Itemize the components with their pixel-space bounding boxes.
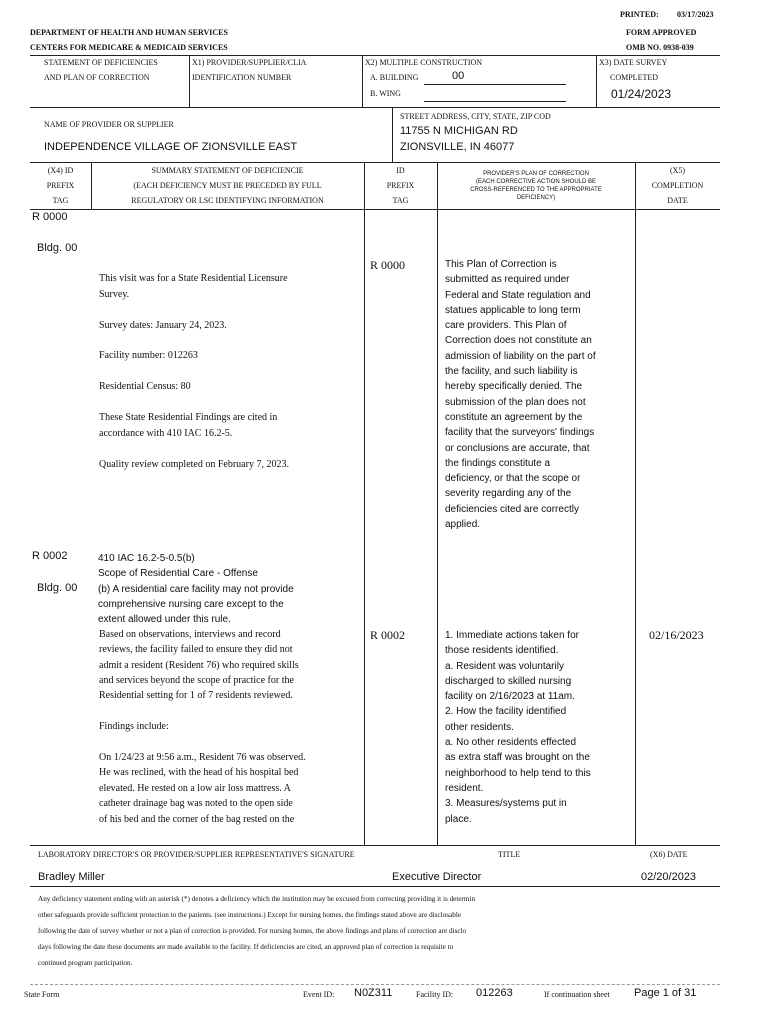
col-divider-2 xyxy=(364,162,365,845)
disclaimer-line: other safeguards provide sufficient protection to the patients. (see instructions.) Except for nursing homes, the findings stated above are disclosable xyxy=(38,911,462,919)
x1-label-1: X1) PROVIDER/SUPPLIER/CLIA xyxy=(192,58,307,67)
divider-address xyxy=(392,107,393,162)
column-header-bottom-rule xyxy=(30,209,720,210)
finding-line: On 1/24/23 at 9:56 a.m., Resident 76 was observed. xyxy=(99,752,306,763)
summary-header-3: REGULATORY OR LSC IDENTIFYING INFORMATION xyxy=(131,196,324,205)
provider-name: INDEPENDENCE VILLAGE OF ZIONSVILLE EAST xyxy=(44,141,298,153)
facility-id-value: 012263 xyxy=(476,987,513,999)
regulation-line: (b) A residential care facility may not provide xyxy=(98,583,294,595)
centers-name: CENTERS FOR MEDICARE & MEDICAID SERVICES xyxy=(30,43,228,52)
plan-line: place. xyxy=(445,813,472,825)
disclaimer-line: days following the date these documents are made available to the facility. If deficiencies are cited, an approved plan of correction is requisite to xyxy=(38,943,454,951)
signature-rule xyxy=(30,886,720,887)
plan-line: those residents identified. xyxy=(445,645,559,657)
plan-line: 3. Measures/systems put in xyxy=(445,798,567,810)
r0002-tag: R 0002 xyxy=(32,550,68,562)
building-value: 00 xyxy=(452,70,465,82)
state-form-label: State Form xyxy=(24,990,60,999)
summary-header-2: (EACH DEFICIENCY MUST BE PRECEDED BY FULL xyxy=(133,181,322,190)
x1-label-2: IDENTIFICATION NUMBER xyxy=(192,73,292,82)
summary-line: This visit was for a State Residential Licensure xyxy=(99,273,288,284)
table-bottom-rule xyxy=(30,845,720,846)
r0002-completion-date: 02/16/2023 xyxy=(649,628,704,642)
finding-line: Findings include: xyxy=(99,721,169,732)
plan-line: applied. xyxy=(445,519,481,531)
plan-line: other residents. xyxy=(445,721,514,733)
plan-line: neighborhood to help tend to this xyxy=(445,767,591,779)
r0002-bldg: Bldg. 00 xyxy=(37,582,78,594)
summary-line: These State Residential Findings are cited in xyxy=(99,412,278,423)
building-label: A. BUILDING xyxy=(370,73,419,82)
plan-line: the findings constitute a xyxy=(445,457,551,469)
address-line-2: ZIONSVILLE, IN 46077 xyxy=(400,141,515,153)
plan-line: a. Resident was voluntarily xyxy=(445,660,564,672)
plan-line: the facility, and such liability is xyxy=(445,366,578,378)
x6-date-label: (X6) DATE xyxy=(650,850,688,859)
x5-header-1: (X5) xyxy=(669,166,686,175)
signer-name: Bradley Miller xyxy=(38,871,105,883)
printed-label: PRINTED: xyxy=(620,10,659,19)
summary-line: Residential Census: 80 xyxy=(99,381,191,392)
facility-id-label: Facility ID: xyxy=(416,990,454,999)
id-header-3: TAG xyxy=(392,196,409,205)
provider-label: NAME OF PROVIDER OR SUPPLIER xyxy=(44,120,174,129)
event-id-value: N0Z311 xyxy=(354,987,393,999)
plan-line: constitute an agreement by the xyxy=(445,411,583,423)
wing-underline xyxy=(424,101,566,102)
summary-line: Quality review completed on February 7, 2023. xyxy=(99,459,289,470)
plan-line: 1. Immediate actions taken for xyxy=(445,630,579,641)
disclaimer-line: continued program participation. xyxy=(38,959,133,967)
summary-line: Survey dates: January 24, 2023. xyxy=(99,320,227,331)
plan-line: care providers. This Plan of xyxy=(445,320,567,332)
divider-x2 xyxy=(362,55,363,107)
plan-line: deficiencies cited are correctly xyxy=(445,503,579,515)
x3-label-2: COMPLETED xyxy=(610,73,658,82)
plan-line: This Plan of Correction is xyxy=(445,259,557,270)
plan-line: Federal and State regulation and xyxy=(445,289,591,301)
omb-number: OMB NO. 0938-039 xyxy=(626,43,694,52)
finding-line: Residential setting for 1 of 7 residents reviewed. xyxy=(99,690,293,701)
col-divider-4 xyxy=(635,162,636,845)
statement-label-1: STATEMENT OF DEFICIENCIES xyxy=(44,58,158,67)
x2-label: X2) MULTIPLE CONSTRUCTION xyxy=(365,58,483,67)
plan-of-correction-2 xyxy=(445,628,591,827)
form-approved: FORM APPROVED xyxy=(626,28,697,37)
summary-line: Facility number: 012263 xyxy=(99,350,198,361)
finding-line: reviews, the facility failed to ensure they did not xyxy=(99,644,293,655)
r0002-id-tag: R 0002 xyxy=(370,628,406,642)
column-header-top-rule xyxy=(30,162,720,163)
plan-line: admission of liability on the part of xyxy=(445,350,596,362)
plan-header-1: PROVIDER'S PLAN OF CORRECTION xyxy=(483,171,589,177)
plan-line: Correction does not constitute an xyxy=(445,335,592,347)
plan-line: submitted as required under xyxy=(445,274,570,286)
r0000-id-tag: R 0000 xyxy=(370,258,406,272)
id-header-2: PREFIX xyxy=(386,181,415,190)
x5-header-2: COMPLETION xyxy=(651,181,704,190)
disclaimer-line: Any deficiency statement ending with an asterisk (*) denotes a deficiency which the institution may be excused from correcting providing it is determin xyxy=(38,895,476,903)
x4-header-2: PREFIX xyxy=(46,181,75,190)
plan-line: a. No other residents effected xyxy=(445,737,577,749)
x4-header-3: TAG xyxy=(52,196,69,205)
col-divider-3 xyxy=(437,162,438,845)
finding-line: admit a resident (Resident 76) who required skills xyxy=(99,660,299,671)
address-line-1: 11755 N MICHIGAN RD xyxy=(400,125,518,137)
finding-line: and services beyond the scope of practice for the xyxy=(99,675,294,686)
signature-label: LABORATORY DIRECTOR'S OR PROVIDER/SUPPLIER REPRESENTATIVE'S SIGNATURE xyxy=(38,850,355,859)
plan-line: discharged to skilled nursing xyxy=(445,675,572,687)
signature-date: 02/20/2023 xyxy=(641,871,697,883)
plan-line: 2. How the facility identified xyxy=(445,706,567,718)
finding-line: Based on observations, interviews and record xyxy=(99,629,281,640)
wing-label: B. WING xyxy=(370,89,401,98)
summary-header-1: SUMMARY STATEMENT OF DEFICIENCIE xyxy=(151,166,304,175)
regulation-line: extent allowed under this rule. xyxy=(98,614,231,626)
id-header-1: ID xyxy=(396,166,405,175)
plan-line: submission of the plan does not xyxy=(445,396,586,408)
building-underline xyxy=(424,84,566,85)
title-label: TITLE xyxy=(498,850,521,859)
plan-line: facility on 2/16/2023 at 11am. xyxy=(445,691,575,703)
divider-x3 xyxy=(596,55,597,107)
divider-x1 xyxy=(189,55,190,107)
continuation-label: If continuation sheet xyxy=(544,990,610,999)
x3-label-1: X3) DATE SURVEY xyxy=(599,58,668,67)
plan-header-3: CROSS-REFERENCED TO THE APPROPRIATE xyxy=(470,187,602,193)
finding-line: catheter drainage bag was noted to the open side xyxy=(99,798,293,809)
survey-completed-date: 01/24/2023 xyxy=(611,87,672,101)
plan-line: statues applicable to long term xyxy=(445,304,581,316)
regulation-text xyxy=(98,551,294,627)
summary-line: Survey. xyxy=(99,289,130,300)
r0000-tag: R 0000 xyxy=(32,211,68,223)
department-name: DEPARTMENT OF HEALTH AND HUMAN SERVICES xyxy=(30,28,228,37)
plan-of-correction-1 xyxy=(445,257,596,532)
event-id-label: Event ID: xyxy=(303,990,335,999)
plan-line: severity regarding any of the xyxy=(445,488,572,500)
plan-line: deficiency, or that the scope or xyxy=(445,473,581,485)
x5-header-3: DATE xyxy=(667,196,688,205)
footer-rule xyxy=(30,984,720,985)
top-rule xyxy=(30,55,720,56)
plan-line: as extra staff was brought on the xyxy=(445,752,590,764)
plan-header-2: (EACH CORRECTIVE ACTION SHOULD BE xyxy=(475,179,597,185)
plan-line: hereby specifically denied. The xyxy=(445,381,583,393)
r0000-bldg: Bldg. 00 xyxy=(37,242,78,254)
plan-line: facility that the surveyors' findings xyxy=(445,427,595,439)
plan-line: or conclusions are accurate, that xyxy=(445,442,590,454)
summary-line: accordance with 410 IAC 16.2-5. xyxy=(99,428,233,439)
plan-header-4: DEFICIENCY) xyxy=(516,195,556,201)
finding-line: He was reclined, with the head of his hospital bed xyxy=(99,767,299,778)
printed-date: 03/17/2023 xyxy=(677,10,714,19)
signer-title: Executive Director xyxy=(392,871,482,883)
disclaimer-line: following the date of survey whether or not a plan of correction is provided. For nursing homes, the above findings and plans of correction are disclo xyxy=(38,927,467,935)
regulation-line: comprehensive nursing care except to the xyxy=(98,598,284,610)
regulation-line: 410 IAC 16.2-5-0.5(b) xyxy=(98,553,195,564)
boxes-rule xyxy=(30,107,720,108)
plan-line: resident. xyxy=(445,782,484,794)
finding-line: elevated. He rested on a low air loss mattress. A xyxy=(99,783,291,794)
statement-label-2: AND PLAN OF CORRECTION xyxy=(44,73,150,82)
address-label: STREET ADDRESS, CITY, STATE, ZIP COD xyxy=(400,112,551,121)
regulation-line: Scope of Residential Care - Offense xyxy=(98,568,258,580)
finding-line: of his bed and the corner of the bag rested on the xyxy=(99,814,295,825)
x4-header-1: (X4) ID xyxy=(47,166,74,175)
page-number: Page 1 of 31 xyxy=(634,987,697,999)
